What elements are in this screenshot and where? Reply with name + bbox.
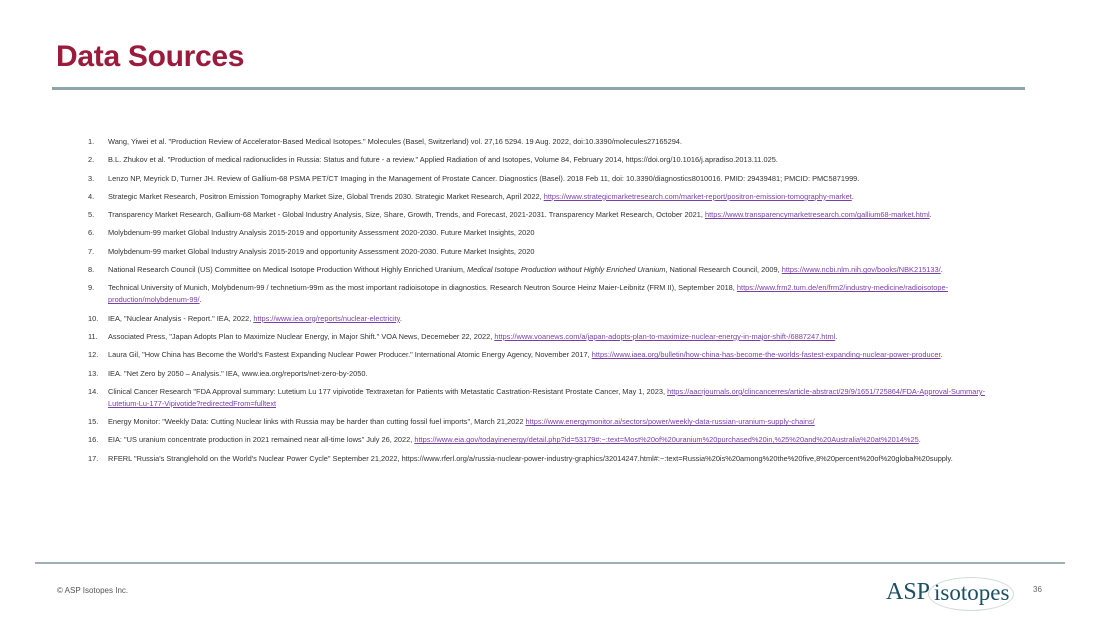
reference-item <box>88 386 1008 410</box>
reference-number: 16. <box>88 435 99 445</box>
page-number: 36 <box>1033 585 1042 594</box>
reference-item <box>88 173 1008 185</box>
reference-item <box>88 368 1008 380</box>
reference-text-segment: Energy Monitor: "Weekly Data: Cutting Nuclear links with Russia may be harder than cutting fossil fuel imports", March 21,2022 <box>108 417 526 427</box>
reference-item <box>88 282 1008 306</box>
reference-text-segment: . <box>399 313 402 323</box>
reference-text-segment: . <box>940 350 943 360</box>
reference-text <box>108 331 1008 343</box>
reference-item <box>88 154 1008 166</box>
reference-number: 17. <box>88 453 99 463</box>
reference-text <box>108 154 1008 166</box>
reference-link[interactable]: https://www.frm2.tum.de/en/frm2/industry-medicine/radioisotope-production/molybdenum-99/ <box>108 283 949 305</box>
reference-title-italic: Medical Isotope Production without Highly Enriched Uranium <box>467 265 666 275</box>
reference-text <box>108 386 1008 410</box>
reference-text <box>108 136 1008 148</box>
reference-text <box>108 368 1008 380</box>
reference-number: 11. <box>88 331 98 341</box>
reference-link[interactable]: https://www.voanews.com/a/japan-adopts-plan-to-maximize-nuclear-energy-in-major-shift-/6887247.html <box>494 331 836 341</box>
reference-text-segment: . <box>929 210 932 220</box>
reference-text <box>108 313 1008 325</box>
reference-text <box>108 282 1008 306</box>
reference-number: 9. <box>88 283 95 293</box>
reference-text <box>108 453 1008 465</box>
reference-link[interactable]: https://www.iaea.org/bulletin/how-china-has-become-the-worlds-fastest-expanding-nuclear-power-producer <box>591 350 941 360</box>
reference-number: 5. <box>88 210 95 220</box>
reference-text <box>108 246 1008 258</box>
reference-text-segment: RFERL "Russia's Stranglehold on the World's Nuclear Power Cycle" September 21,2022, https://www.rferl.org/a/russia-nuclear-power-industry-graphics/32014247.html#:~:text=Russia%20is%20among%20the%20five,8%20percent%20of%20global%20supply. <box>108 453 953 463</box>
reference-item <box>88 136 1008 148</box>
page-title: Data Sources <box>56 40 245 73</box>
asp-isotopes-logo <box>884 573 1024 613</box>
reference-text-segment: . <box>851 191 854 201</box>
reference-text-segment: Molybdenum-99 market Global Industry Analysis 2015-2019 and opportunity Assessment 2020-2030. Future Market Insights, 2020 <box>108 228 535 238</box>
reference-text <box>108 434 1008 446</box>
reference-number: 7. <box>88 246 95 256</box>
reference-text-segment: Technical University of Munich, Molybdenum-99 / technetium-99m as the most important radioisotope in diagnostics. Research Neutron Source Heinz Maier-Leibnitz (FRM II), September 2018, <box>108 283 737 293</box>
reference-number: 1. <box>88 137 95 146</box>
reference-number: 14. <box>88 386 99 396</box>
reference-number: 15. <box>88 417 99 427</box>
reference-number: 4. <box>88 191 95 201</box>
reference-item <box>88 313 1008 325</box>
footer-divider <box>35 562 1065 564</box>
reference-item <box>88 246 1008 258</box>
reference-text-segment: Molybdenum-99 market Global Industry Analysis 2015-2019 and opportunity Assessment 2020-2030. Future Market Insights, 2020 <box>108 246 535 256</box>
reference-link[interactable]: https://www.energymonitor.ai/sectors/power/weekly-data-russian-uranium-supply-chains/ <box>525 417 815 427</box>
reference-text-segment: IEA, "Nuclear Analysis - Report." IEA, 2022, <box>108 313 254 323</box>
reference-item <box>88 434 1008 446</box>
reference-text-segment: Laura Gil, "How China has Become the World's Fastest Expanding Nuclear Power Producer." International Atomic Energy Agency, November 2017, <box>108 350 592 360</box>
reference-text-segment: Clinical Cancer Research "FDA Approval summary: Lutetium Lu 177 vipivotide Textraxetan for Patients with Metastatic Castration-Resistant Prostate Cancer, May 1, 2023, <box>108 386 668 396</box>
reference-text <box>108 264 1008 276</box>
copyright-text: © ASP Isotopes Inc. <box>57 586 129 595</box>
reference-item <box>88 227 1008 239</box>
reference-link[interactable]: https://www.ncbi.nlm.nih.gov/books/NBK215133/ <box>781 265 941 275</box>
reference-text-segment: , National Research Council, 2009, <box>665 265 782 275</box>
logo-asp: ASP <box>886 579 931 605</box>
reference-text-segment: National Research Council (US) Committee on Medical Isotope Production Without Highly Enriched Uranium, <box>108 265 468 275</box>
reference-text-segment: Associated Press, "Japan Adopts Plan to Maximize Nuclear Energy, in Major Shift." VOA News, Decemeber 22, 2022, <box>108 331 495 341</box>
reference-link[interactable]: https://www.eia.gov/todayinenergy/detail.php?id=53179#:~:text=Most%20of%20uranium%20purchased%20in,%25%20and%20Australia%20at%2014%25 <box>414 435 919 445</box>
reference-item <box>88 331 1008 343</box>
reference-text-segment: Wang, Yiwei et al. "Production Review of Accelerator-Based Medical Isotopes." Molecules (Basel, Switzerland) vol. 27,16 5294. 19 Aug. 2022, doi:10.3390/molecules27165294. <box>108 137 682 146</box>
reference-list <box>88 136 1008 471</box>
reference-text <box>108 349 1008 361</box>
title-divider <box>52 87 1025 90</box>
reference-number: 2. <box>88 155 95 165</box>
reference-item <box>88 209 1008 221</box>
reference-link[interactable]: https://aacrjournals.org/clincancerres/article-abstract/29/9/1651/725864/FDA-Approval-Summary-Lutetium-Lu-177-Vipivotide?redirectedFrom=fulltext <box>108 386 986 408</box>
reference-number: 10. <box>88 313 99 323</box>
reference-text-segment: . <box>940 265 943 275</box>
reference-text-segment: Strategic Market Research, Positron Emission Tomography Market Size, Global Trends 2030. Strategic Market Research, April 2022, <box>108 191 544 201</box>
reference-item <box>88 416 1008 428</box>
reference-number: 12. <box>88 350 99 360</box>
reference-number: 3. <box>88 173 95 183</box>
reference-number: 13. <box>88 368 99 378</box>
reference-number: 6. <box>88 228 95 238</box>
reference-item <box>88 191 1008 203</box>
logo-isotopes: isotopes <box>934 580 1010 605</box>
reference-link[interactable]: https://www.strategicmarketresearch.com/market-report/positron-emission-tomography-market <box>543 191 852 201</box>
reference-text <box>108 191 1008 203</box>
reference-item <box>88 453 1008 465</box>
reference-text-segment: EIA: "US uranium concentrate production in 2021 remained near all-time lows" July 26, 2022, <box>108 435 415 445</box>
reference-text <box>108 227 1008 239</box>
reference-text-segment: B.L. Zhukov et al. "Production of medical radionuclides in Russia: Status and future - a review." Applied Radiation of and Isotopes, Volume 84, February 2014, https://doi.org/10.1016/j.apradiso.2013.11.025. <box>108 155 778 165</box>
reference-link[interactable]: https://www.transparencymarketresearch.com/gallium68-market.html <box>705 210 930 220</box>
reference-text-segment: Transparency Market Research, Gallium-68 Market - Global Industry Analysis, Size, Share, Growth, Trends, and Forecast, 2021-2031. Transparency Market Research, October 2021, <box>108 210 705 220</box>
reference-item <box>88 264 1008 276</box>
reference-item <box>88 349 1008 361</box>
reference-text-segment: . <box>918 435 921 445</box>
reference-text-segment: . <box>199 295 202 305</box>
reference-text <box>108 209 1008 221</box>
reference-number: 8. <box>88 265 95 275</box>
reference-text-segment: IEA. "Net Zero by 2050 – Analysis." IEA, www.iea.org/reports/net-zero-by-2050. <box>108 368 368 378</box>
reference-text-segment: . <box>835 331 838 341</box>
reference-text <box>108 416 1008 428</box>
reference-text-segment: Lenzo NP, Meyrick D, Turner JH. Review of Gallium-68 PSMA PET/CT Imaging in the Management of Prostate Cancer. Diagnostics (Basel). 2018 Feb 11, doi: 10.3390/diagnostics8010016. PMID: 29439481; PMCID: PMC5871999. <box>108 173 860 183</box>
reference-link[interactable]: https://www.iea.org/reports/nuclear-electricity <box>253 313 400 323</box>
reference-text <box>108 173 1008 185</box>
